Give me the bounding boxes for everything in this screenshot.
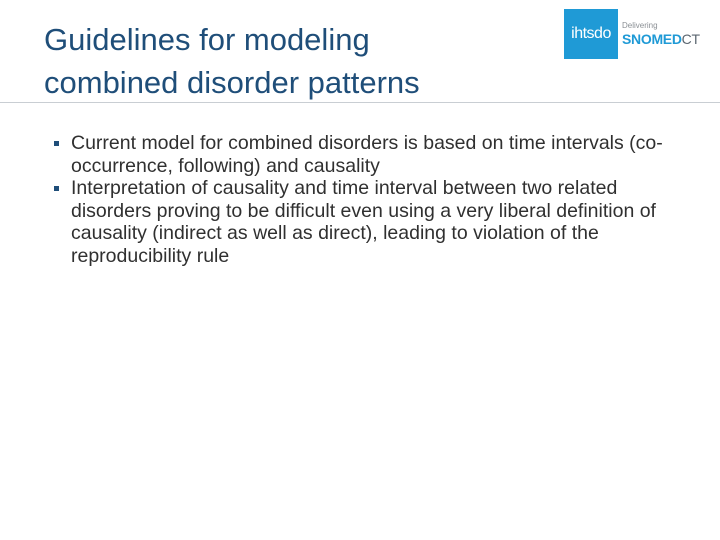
ihtsdo-snomed-logo bbox=[564, 9, 700, 59]
bullet-text: Current model for combined disorders is based on time intervals (co-occurrence, following) and causality bbox=[71, 132, 663, 177]
bullet-text: Interpretation of causality and time interval between two related disorders proving to be difficult even using a very liberal definition of causality (indirect as well as direct), leading to violation of the reproducibility rule bbox=[71, 177, 656, 267]
ct-text: CT bbox=[681, 31, 700, 47]
square-bullet-icon bbox=[54, 186, 59, 191]
ihtsdo-logo-box bbox=[564, 9, 618, 59]
title-line-2: combined disorder patterns bbox=[44, 65, 420, 100]
bullet-item bbox=[54, 132, 694, 177]
bullet-item bbox=[54, 177, 694, 267]
snomed-ct-logo bbox=[622, 21, 700, 47]
slide-title bbox=[44, 18, 544, 104]
square-bullet-icon bbox=[54, 141, 59, 146]
title-line-1: Guidelines for modeling bbox=[44, 22, 370, 57]
bullet-list bbox=[54, 132, 694, 267]
snomed-ct-wordmark bbox=[622, 31, 700, 47]
snomed-text: SNOMED bbox=[622, 31, 682, 47]
title-divider bbox=[0, 102, 720, 103]
delivering-text: Delivering bbox=[622, 21, 658, 30]
ihtsdo-text: ihtsdo bbox=[571, 25, 611, 42]
